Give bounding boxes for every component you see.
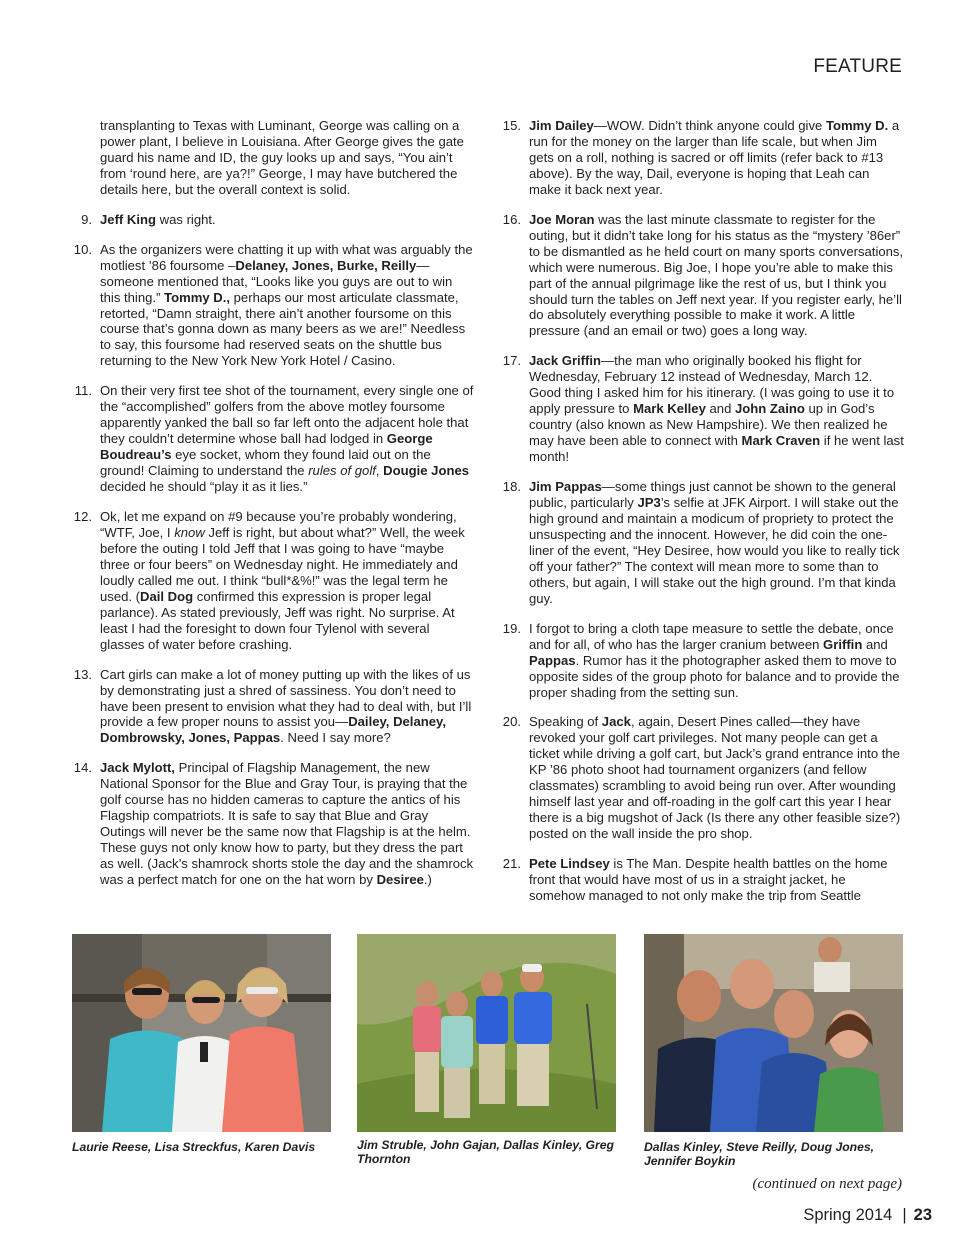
name-highlight: George Boudreau’s	[100, 431, 433, 463]
name-highlight: Mark Kelley	[633, 401, 706, 417]
item-text: Pete Lindsey is The Man. Despite health battles on the home front that would have most of us in a straight jacket, he somehow managed to not only make the trip from Seattle	[529, 856, 888, 903]
list-item-9	[70, 212, 476, 228]
list-item-18	[499, 479, 905, 607]
photo-caption: Dallas Kinley, Steve Reilly, Doug Jones, Jennifer Boykin	[644, 1140, 875, 1168]
name-highlight: Tommy D.	[825, 118, 889, 133]
section-label: FEATURE	[813, 56, 902, 77]
left-column	[70, 118, 476, 902]
name-highlight: Dailey, Delaney, Dombrowsky, Jones, Pappas	[100, 714, 446, 746]
item-text: Ok, let me expand on #9 because you’re probably wondering, “WTF, Joe, I know Jeff is right, but about what?” Well, the week before the outing I told Jeff that I was going to have “maybe three or four beers” on Wednesday night. He immediately and loudly called me out. I think “bull*&%!” was the legal term he used. (Dail Dog confirmed this expression is proper legal parlance). As stated previously, Jeff was right. No surprise. At least I had the foresight to down four Tylenol with several glasses of water before crashing.	[100, 509, 465, 652]
item-number: 9.	[81, 211, 92, 227]
item-number: 18.	[502, 479, 521, 495]
name-highlight: Jim Pappas	[529, 479, 602, 495]
name-highlight: Jack Griffin	[529, 353, 602, 369]
name-highlight: Delaney, Jones, Burke, Reilly	[235, 257, 417, 273]
item-text: Jeff King was right.	[100, 211, 216, 227]
name-highlight: Dail Dog	[140, 588, 194, 604]
right-column	[499, 118, 905, 918]
footer-separator: |	[902, 1206, 907, 1224]
item-number: 19.	[502, 620, 521, 636]
item-number: 14.	[73, 760, 92, 776]
name-highlight: John Zaino	[735, 401, 805, 417]
name-highlight: JP3	[637, 495, 661, 511]
name-highlight: Jim Dailey	[529, 118, 594, 133]
name-highlight: Griffin	[823, 636, 863, 652]
list-item-11	[70, 383, 476, 495]
photo-women-golfers	[72, 934, 331, 1132]
name-highlight: Jack	[601, 714, 631, 730]
emphasis: know	[174, 524, 205, 540]
item-number: 13.	[73, 666, 92, 682]
list-item-15	[499, 118, 905, 198]
item-text: Jack Mylott, Principal of Flagship Management, the new National Sponsor for the Blue and Gray Tour, is praying that the golf course has no hidden cameras to capture the antics of his Flagship compatriots. It is safe to say that Blue and Gray Outings will never be the same now that Flagship is at the helm. These guys not only know how to party, but they dress the part as well. (Jack’s shamrock shorts stole the day and the shamrock was a perfect match for one on the hat worn by Desiree.)	[100, 760, 474, 888]
item-number: 16.	[502, 211, 521, 227]
list-item-20	[499, 714, 905, 842]
photo-caption: Jim Struble, John Gajan, Dallas Kinley, Greg Thornton	[357, 1138, 614, 1166]
name-highlight: Pappas	[529, 652, 576, 668]
item-number: 15.	[502, 118, 521, 133]
item-number: 21.	[502, 856, 521, 872]
item-text: Jim Pappas—some things just cannot be shown to the general public, particularly JP3’s selfie at JFK Airport. I will stake out the high ground and maintain a modicum of propriety to protect the unsuspecting and the innocent. However, he did coin the one-liner of the event, “Hey Desiree, how would you like to really tick off your father?” The context will mean more to some than to others, but again, I will stake out the high ground. I’m that kinda guy.	[529, 479, 900, 606]
name-highlight: Dougie Jones	[383, 463, 470, 479]
page-number: 23	[913, 1206, 932, 1224]
list-item-13	[70, 667, 476, 747]
name-highlight: Joe Moran	[529, 211, 595, 227]
photo-caption: Laurie Reese, Lisa Streckfus, Karen Davis	[72, 1140, 316, 1154]
emphasis: rules of golf	[308, 463, 376, 479]
continued-note: (continued on next page)	[752, 1176, 902, 1192]
list-item-16	[499, 212, 905, 340]
photo-group-closeup	[644, 934, 903, 1132]
name-highlight: Tommy D.,	[164, 289, 231, 305]
photo-men-on-course	[357, 934, 616, 1132]
name-highlight: Jack Mylott,	[100, 760, 175, 776]
name-highlight: Mark Craven	[741, 433, 821, 449]
list-item-10	[70, 242, 476, 370]
item-number: 12.	[73, 509, 92, 525]
name-highlight: Jeff King	[100, 211, 157, 227]
item-text: Cart girls can make a lot of money putting up with the likes of us by demonstrating just a shred of sassiness. You don’t need to have been present to envision what they had to deal with, but I’ll provide a few proper nouns to assist you—Dailey, Delaney, Dombrowsky, Jones, Pappas. Need I say more?	[100, 666, 472, 746]
item-text: Speaking of Jack, again, Desert Pines called—they have revoked your golf cart privileges. Not many people can get a ticket while driving a golf cart, but Jack’s grand entrance into the KP ’86 photo shoot had tournament organizers (and fellow classmates) scrambling to avoid being run over. After wounding himself last year and off-roading in the golf cart this year I hear there is a big mugshot of Jack (Is there any other feasible size?) posted on the wall inside the pro shop.	[529, 714, 901, 842]
issue-label: Spring 2014	[803, 1206, 893, 1224]
list-item-17	[499, 353, 905, 465]
list-item-12	[70, 509, 476, 653]
list-item-19	[499, 621, 905, 701]
list-item-21	[499, 856, 905, 904]
item-text: Jack Griffin—the man who originally booked his flight for Wednesday, February 12 instead of Wednesday, March 12. Good thing I asked him for his itinerary. (I was going to use it to apply pressure to Mark Kelley and John Zaino up in God’s country (also known as New Hampshire). We then realized he may have been able to connect with Mark Craven if he went last month!	[529, 353, 904, 465]
name-highlight: Desiree	[376, 872, 424, 888]
item-text: Jim Dailey—WOW. Didn’t think anyone could give Tommy D. a run for the money on the larger than life scale, but when Jim gets on a roll, nothing is sacred or off limits (refer back to #13 above). By the way, Dail, everyone is hoping that Leah can make it back next year.	[529, 118, 900, 197]
item-number: 20.	[502, 714, 521, 730]
item-number: 17.	[502, 353, 521, 369]
item-text: As the organizers were chatting it up with what was arguably the motliest ’86 foursome –Delaney, Jones, Burke, Reilly—someone mentioned that, “Looks like you guys are out to win this thing.” Tommy D., perhaps our most articulate classmate, retorted, “Damn straight, there ain’t another foursome on this course that’s gonna down as many beers as we are!” Needless to say, this foursome had reserved seats on the shuttle bus returning to the New York New York Hotel / Casino.	[100, 241, 473, 369]
continued-paragraph: transplanting to Texas with Luminant, George was calling on a power plant, I believe in Louisiana. After George gives the gate guard his name and ID, the guy looks up and says, “You ain’t from ‘round here, are ya?!” George, I may have butchered the details here, but the overall context is solid.	[100, 118, 464, 197]
name-highlight: Pete Lindsey	[529, 856, 610, 872]
item-number: 10.	[73, 241, 92, 257]
item-text: I forgot to bring a cloth tape measure to settle the debate, once and for all, of who has the larger cranium between Griffin and Pappas. Rumor has it the photographer asked them to move to opposite sides of the group photo for balance and to provide the proper shading from the setting sun.	[529, 620, 900, 700]
item-text: Joe Moran was the last minute classmate to register for the outing, but it didn’t take long for his status as the “mystery ’86er” to be dismantled as he held court on many sports conversations, which were numerous. Big Joe, I hope you’re able to make this part of the annual pilgrimage like the rest of us, but I think you should turn the tables on Jeff next year. If you register early, he’ll do absolutely everything possible to make it work. A little pressure (and an email or two) goes a long way.	[529, 211, 904, 339]
item-text: On their very first tee shot of the tournament, every single one of the “accomplished” golfers from the above motley foursome apparently yanked the ball so far left onto the adjacent hole that they couldn’t determine whose ball had lodged in George Boudreau’s eye socket, whom they found laid out on the ground! Claiming to understand the rules of golf, Dougie Jones decided he should “play it as it lies.”	[100, 383, 474, 495]
page-footer	[803, 1206, 932, 1225]
list-item-14	[70, 760, 476, 888]
item-number: 11.	[74, 383, 92, 399]
